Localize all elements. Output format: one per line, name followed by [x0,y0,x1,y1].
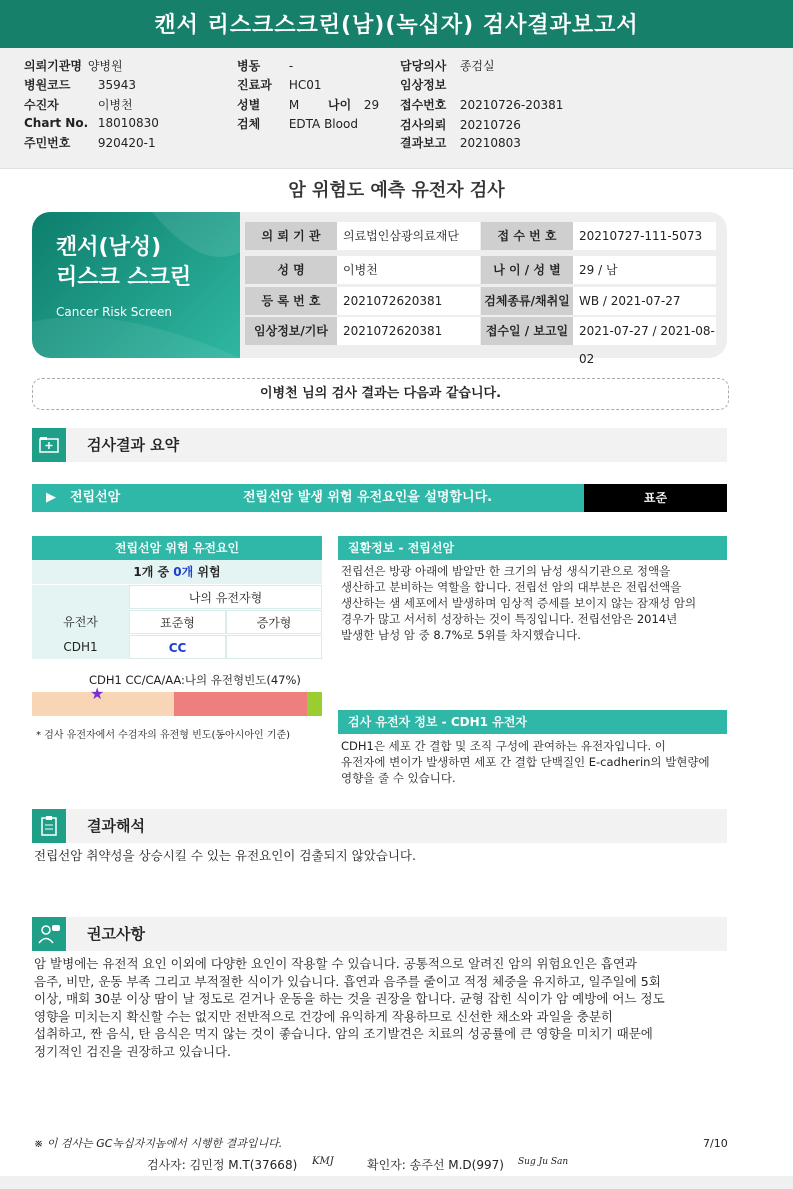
info-receipt: 접수번호 20210726-20381 [400,98,564,112]
info-label: 나 이 / 성 별 [481,256,573,284]
disease-info-title: 질환정보 - 전립선암 [338,536,727,560]
info-value: 20210727-111-5073 [573,222,716,250]
freq-segment [174,692,307,716]
info-label: 접수일 / 보고일 [481,317,573,345]
info-value: WB / 2021-07-27 [573,287,716,315]
section-interpretation-title: 결과해석 [87,817,145,835]
info-value: 2021072620381 [337,317,480,345]
star-icon: ★ [90,684,105,703]
recommendation-text: 암 발병에는 유전적 요인 이외에 다양한 요인이 작용할 수 있습니다. 공통적으로 알려진 암의 위험요인은 흡연과 음주, 비만, 운동 부족 그리고 부적절한 식이가 있습니다. 흡연과 음주를 줄이고 적정 체중을 유지하고, 일주일에 5회 이상, 매회 30분 이상 땀이 날 정도로 걷거나 운동을 하는 것을 권장을 합니다. 균형 잡힌 식이가 암 예방에 어느 정도 영향을 미치는지 확신할 수는 없지만 전반적으로 건강에 유익하게 작용하므로 신선한 채소와 과일을 충분히 섭취하고, 짠 음식, 탄 음식은 먹지 않는 것이 좋습니다. 암의 조기발견은 치료의 성공률에 큰 영향을 미치기 때문에 정기적인 검진을 권장하고 있습니다. [34,956,665,1059]
info-age: 나이 29 [328,98,380,112]
gene-inc-value [226,635,322,659]
gene-col-header: 유전자 [63,615,98,629]
info-label: 성 명 [245,256,337,284]
info-value: 2021072620381 [337,287,480,315]
info-label: 등 록 번 호 [245,287,337,315]
info-chart: Chart No. 18010830 [24,116,159,130]
status-badge: 표준 [584,484,727,512]
page-number: 7/10 [703,1137,728,1150]
freq-label: CDH1 CC/CA/AA:나의 유전형빈도(47%) [89,673,301,687]
cancer-desc: 전립선암 발생 위험 유전요인을 설명합니다. [243,490,493,505]
freq-segment [307,692,322,716]
info-id: 주민번호 920420-1 [24,136,156,150]
risk-count: 1개 중 0개 위험 [32,560,322,584]
confirmer-signature: Sug Ju San [518,1157,569,1167]
section-summary-title: 검사결과 요약 [87,436,180,454]
page-title: 캔서 리스크스크린(남)(녹십자) 검사결과보고서 [154,13,639,38]
gene-std-value: CC [129,635,226,659]
info-report: 결과보고 20210803 [400,136,521,150]
card-title: 캔서(남성) 리스크 스크린 [56,235,192,290]
gene-info-title: 검사 유전자 정보 - CDH1 유전자 [338,710,727,734]
gene-table-title: 전립선암 위험 유전요인 [32,536,322,560]
clipboard-icon [32,809,66,843]
freq-note: * 검사 유전자에서 수검자의 유전형 빈도(동아시아인 기준) [36,730,291,741]
cancer-name: 전립선암 [70,490,121,505]
info-patient: 수진자 이병천 [24,98,133,112]
info-request: 검사의뢰 20210726 [400,118,521,132]
section-recommendation [32,917,727,951]
disease-info-text: 전립선은 방광 아래에 밤알만 한 크기의 남성 생식기관으로 정액을 생산하고 분비하는 역할을 합니다. 전립선 암의 대부분은 전립선액을 생산하는 샘 세포에서 발생하며 임상적 증세를 보이지 않는 잠재성 암의 경우가 많고 서서히 성장하는 것이 특징입니다. 전립선암은 2014년 발생한 남성 암 중 8.7%로 5위를 차지했습니다. [341,564,697,642]
info-specimen: 검체 EDTA Blood [237,117,358,131]
gene-info-text: CDH1은 세포 간 결합 및 조직 구성에 관여하는 유전자입니다. 이 유전자에 변이가 발생하면 세포 간 결합 단백질인 E-cadherin의 발현량에 영향을 줄 수 있습니다. [341,739,710,785]
interpretation-text: 전립선암 취약성을 상승시킬 수 있는 유전요인이 검출되지 않았습니다. [34,848,416,863]
examiner: 검사자: 김민정 M.T(37668) [147,1158,298,1172]
info-ward: 병동 - [237,59,294,73]
info-value: 29 / 남 [573,256,716,284]
footer-note: ※ 이 검사는 GC녹십자지놈에서 시행한 결과입니다. [34,1137,283,1150]
info-value: 2021-07-27 / 2021-08-02 [573,317,716,345]
info-value: 의료법인삼광의료재단 [337,222,480,250]
info-clinical: 임상정보 [400,78,447,92]
inc-col-header: 증가형 [226,610,322,634]
info-value: 이병천 [337,256,480,284]
section-summary [32,428,727,462]
card-subtitle: Cancer Risk Screen [56,305,173,319]
confirmer: 확인자: 송주선 M.D(997) [367,1158,504,1172]
folder-icon [32,428,66,462]
my-genotype-header: 나의 유전자형 [129,585,322,609]
info-hospital-code: 병원코드 35943 [24,78,137,92]
std-col-header: 표준형 [129,610,226,634]
info-label: 접 수 번 호 [481,222,573,250]
cancer-banner [32,484,584,512]
consult-icon [32,917,66,951]
info-sex: 성별 M [237,98,300,112]
info-doctor: 담당의사 종검실 [400,59,495,73]
info-label: 검체종류/채취일 [481,287,573,315]
info-label: 의 뢰 기 관 [245,222,337,250]
gene-name: CDH1 [63,640,98,654]
play-icon: ▶ [46,490,56,505]
info-dept: 진료과 HC01 [237,78,322,92]
main-title: 암 위험도 예측 유전자 검사 [288,180,505,201]
examiner-signature: KMJ [312,1156,334,1167]
info-label: 임상정보/기타 [245,317,337,345]
info-hospital: 의뢰기관명 양병원 [24,59,123,73]
result-notice: 이병천 님의 검사 결과는 다음과 같습니다. [32,378,729,410]
section-recommendation-title: 권고사항 [87,925,145,943]
section-interpretation [32,809,727,843]
